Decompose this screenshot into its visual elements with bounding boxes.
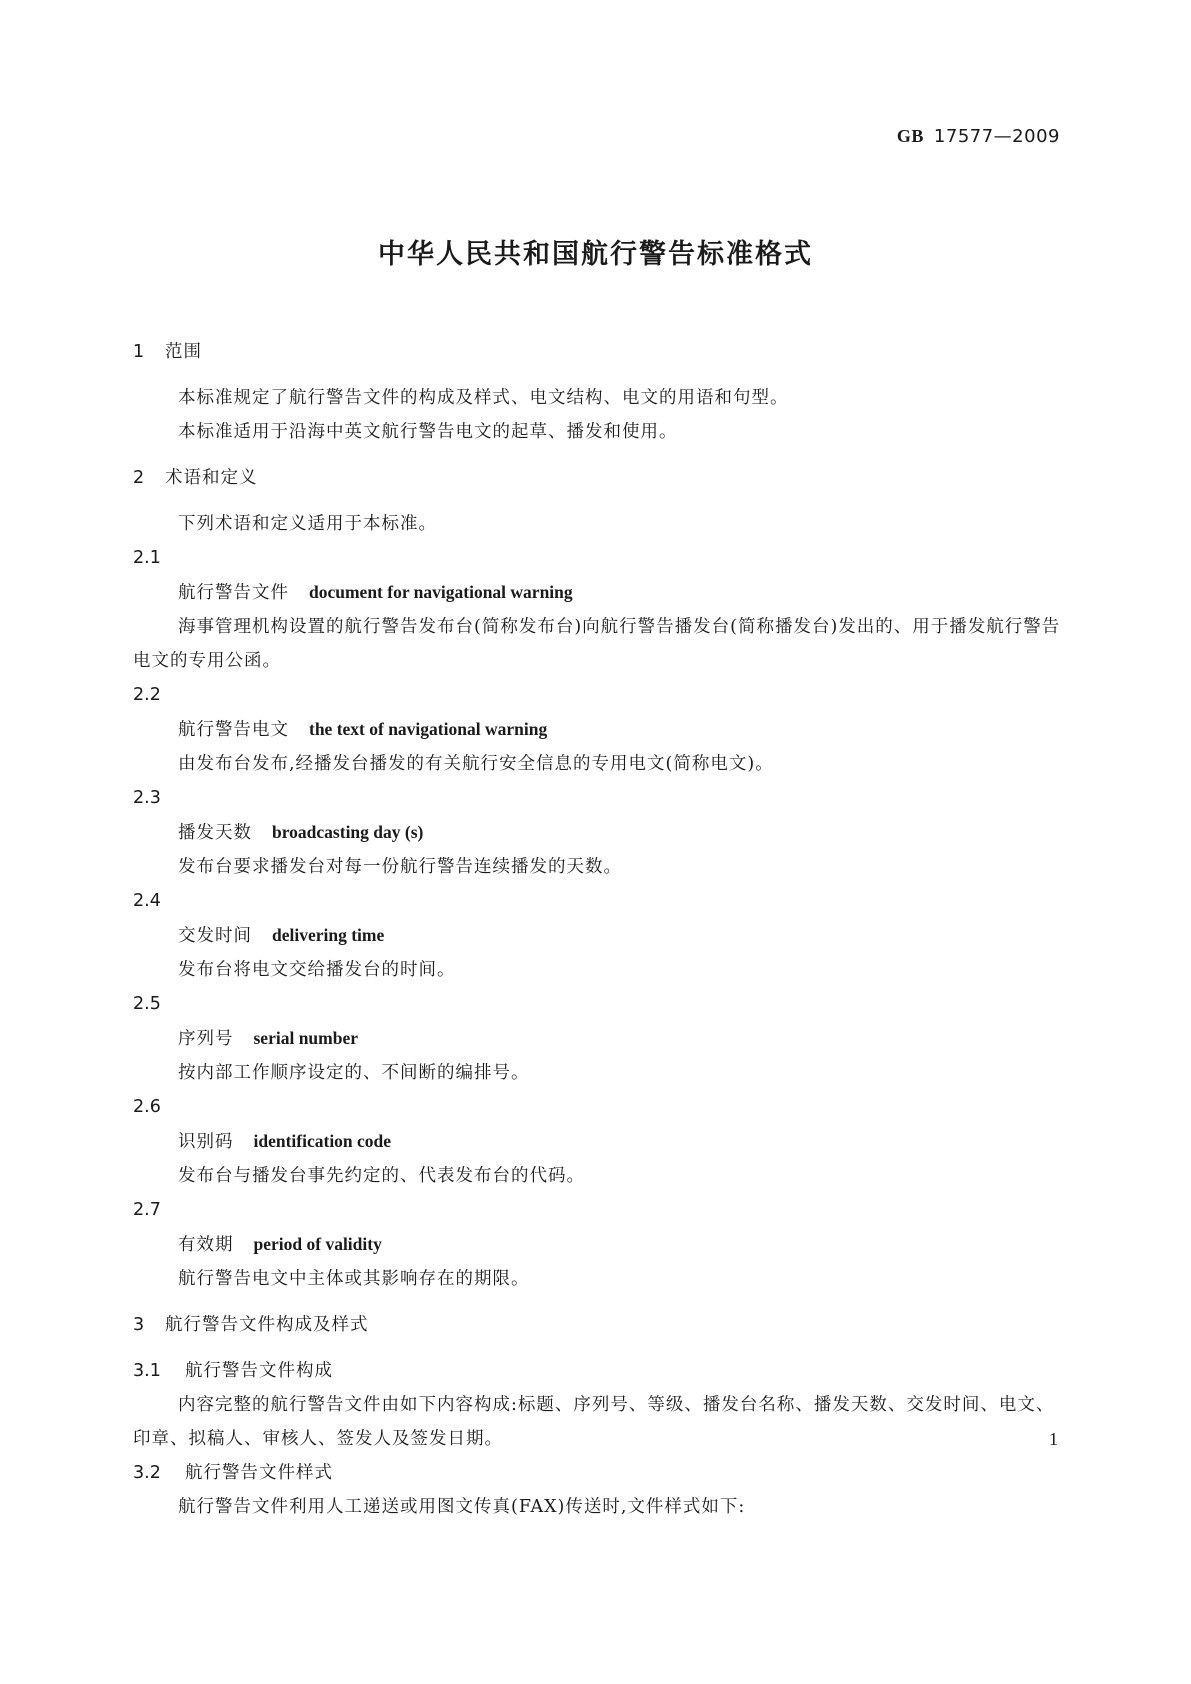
term-entry <box>133 678 1065 781</box>
subsection-3-2-heading <box>133 1456 1065 1490</box>
section-number: 2 <box>133 468 146 488</box>
term-entry <box>133 541 1065 678</box>
term-chinese: 有效期 <box>178 1235 234 1255</box>
document-body <box>133 335 1065 1524</box>
term-name <box>133 575 1065 610</box>
term-name <box>133 712 1065 747</box>
term-number: 2.3 <box>133 788 161 808</box>
term-chinese: 序列号 <box>178 1029 234 1049</box>
subsection-label: 航行警告文件样式 <box>185 1463 333 1483</box>
section-number: 1 <box>133 342 146 362</box>
term-english: delivering time <box>272 925 385 945</box>
paragraph: 本标准规定了航行警告文件的构成及样式、电文结构、电文的用语和句型。 <box>178 388 789 408</box>
term-definition: 航行警告电文中主体或其影响存在的期限。 <box>178 1269 530 1289</box>
term-entry <box>133 1193 1065 1296</box>
page-number: 1 <box>1049 1429 1058 1449</box>
term-english: period of validity <box>253 1234 382 1254</box>
term-chinese: 播发天数 <box>178 823 252 843</box>
term-english: identification code <box>253 1131 392 1151</box>
term-entry <box>133 987 1065 1090</box>
term-number: 2.5 <box>133 994 161 1014</box>
term-chinese: 识别码 <box>178 1132 234 1152</box>
section-label: 航行警告文件构成及样式 <box>165 1315 369 1335</box>
paragraph: 本标准适用于沿海中英文航行警告电文的起草、播发和使用。 <box>178 422 678 442</box>
term-number: 2.7 <box>133 1200 161 1220</box>
term-chinese: 交发时间 <box>178 926 252 946</box>
term-number: 2.1 <box>133 548 161 568</box>
paragraph: 下列术语和定义适用于本标准。 <box>178 514 437 534</box>
subsection-number: 3.2 <box>133 1463 161 1483</box>
term-definition: 发布台要求播发台对每一份航行警告连续播发的天数。 <box>178 857 622 877</box>
standard-number: 17577—2009 <box>933 126 1060 147</box>
term-name <box>133 815 1065 850</box>
term-english: the text of navigational warning <box>309 719 548 739</box>
section-1-heading <box>133 335 1065 369</box>
term-definition: 按内部工作顺序设定的、不间断的编排号。 <box>178 1063 530 1083</box>
subsection-label: 航行警告文件构成 <box>185 1361 333 1381</box>
standard-code <box>897 126 1060 147</box>
subsection-number: 3.1 <box>133 1361 161 1381</box>
section-3-heading <box>133 1308 1065 1342</box>
term-definition: 海事管理机构设置的航行警告发布台(简称发布台)向航行警告播发台(简称播发台)发出的、用于播发航行警告电文的专用公函。 <box>133 617 1061 671</box>
term-english: serial number <box>253 1028 359 1048</box>
term-english: document for navigational warning <box>309 582 573 602</box>
section-label: 范围 <box>165 342 202 362</box>
term-number: 2.4 <box>133 891 161 911</box>
term-name <box>133 1021 1065 1056</box>
term-entry <box>133 884 1065 987</box>
term-name <box>133 1227 1065 1262</box>
paragraph: 航行警告文件利用人工递送或用图文传真(FAX)传送时,文件样式如下: <box>178 1497 746 1517</box>
paragraph: 内容完整的航行警告文件由如下内容构成:标题、序列号、等级、播发台名称、播发天数、交发时间、电文、印章、拟稿人、审核人、签发人及签发日期。 <box>133 1395 1055 1449</box>
term-chinese: 航行警告文件 <box>178 583 289 603</box>
section-label: 术语和定义 <box>165 468 258 488</box>
section-number: 3 <box>133 1315 146 1335</box>
term-name <box>133 918 1065 953</box>
document-title: 中华人民共和国航行警告标准格式 <box>378 239 813 270</box>
term-entry <box>133 781 1065 884</box>
subsection-3-1-heading <box>133 1354 1065 1388</box>
term-number: 2.2 <box>133 685 161 705</box>
term-definition: 发布台将电文交给播发台的时间。 <box>178 960 456 980</box>
standard-prefix: GB <box>896 126 924 146</box>
term-name <box>133 1124 1065 1159</box>
term-definition: 发布台与播发台事先约定的、代表发布台的代码。 <box>178 1166 585 1186</box>
term-entry <box>133 1090 1065 1193</box>
term-definition: 由发布台发布,经播发台播发的有关航行安全信息的专用电文(简称电文)。 <box>178 754 774 774</box>
term-number: 2.6 <box>133 1097 161 1117</box>
section-2-heading <box>133 461 1065 495</box>
term-chinese: 航行警告电文 <box>178 720 289 740</box>
term-english: broadcasting day (s) <box>272 822 424 842</box>
